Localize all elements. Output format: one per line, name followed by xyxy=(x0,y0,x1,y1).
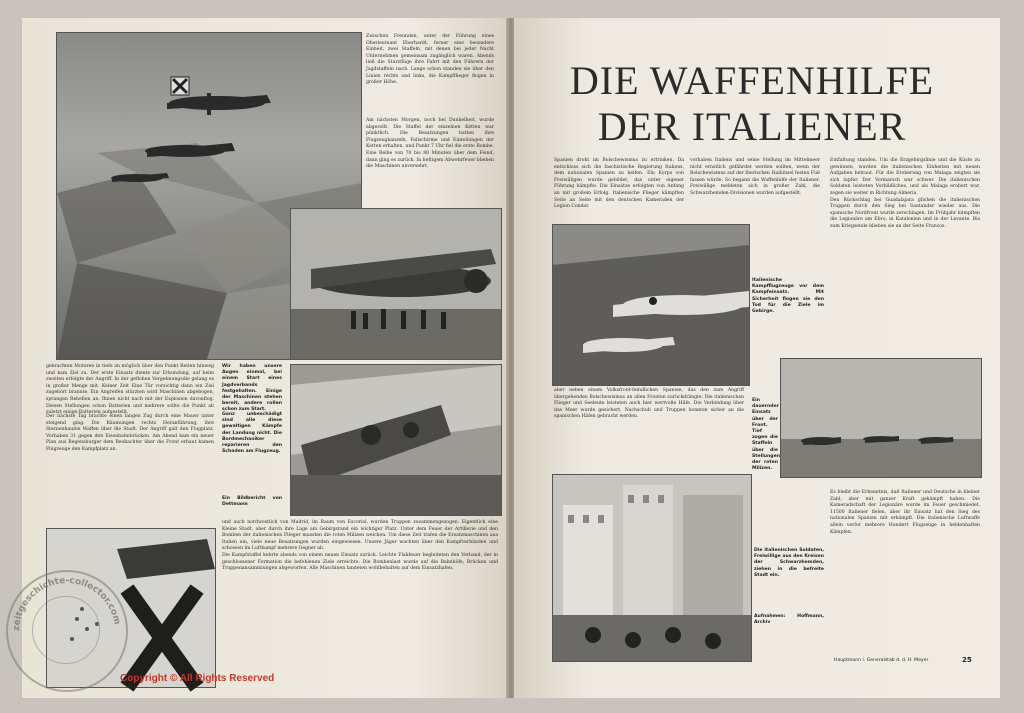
bombers-formation-image xyxy=(553,225,749,385)
magazine-spread xyxy=(22,18,1000,698)
caption-bombers xyxy=(752,278,824,318)
right-col-3-middle-text: Den Rückschlag bei Guadalajara glichen die italienischen Truppen durch den Sieg bei Santander wieder aus. Die spanische Nordfront wurde zerschlagen. Im Frühjahr kämpften die Legionäre am Ebro, in Katalonien und in der Levante. Bis zum Kriegsende blieben sie an der Seite Francos. xyxy=(830,197,982,229)
author-signature: Hauptmann i. Generalstab d. d. H. Meyer xyxy=(834,658,929,663)
caption-soldiers xyxy=(754,548,824,608)
city-street-image xyxy=(553,475,751,661)
svg-text:zeitgeschichte-collector.com xyxy=(12,576,122,631)
photo-city-street xyxy=(552,474,752,662)
airfield-row-image xyxy=(781,359,981,477)
left-col-c-bottom-text: und auch nordwestlich von Madrid, im Raum von Escorial, wurden Truppen zusammengezogen. Eigentlich eine Kleine Stadt, aber durch ihre Lage am Gebirgsrand ein wichtiger Platz. Unter dem Feuer der Artillerie und den Bomben der italienischen Flieger mussten die roten Milizen weichen. Um diese Zeit trafen die Ersatzmaschinen aus Italien ein, viele neue Besatzungen wurden eingewiesen. Unsere Jäger wachten über den Kampfverbänden und schossen im Luftkampf mehrere Gegner ab. xyxy=(222,520,500,552)
stamp-text: zeitgeschichte-collector.com xyxy=(11,575,122,632)
repair-crew-image xyxy=(291,365,501,515)
caption-soldiers-text: Die italienischen Soldaten, Freiwillige aus den Kreisen der Schwarzhemden, ziehen in die befreite Stadt ein. xyxy=(754,548,826,578)
caption-front-text: Ein dauernder Einsatz über der Front. Tief zogen die Staffeln über die Stellungen der roten Milizen. xyxy=(752,398,782,472)
headline-line-1: DIE WAFFENHILFE xyxy=(569,58,935,103)
photo-fighter-on-airfield xyxy=(290,208,502,360)
left-text-column-a-bottom xyxy=(46,414,214,514)
caption-repair-text: Ganz unbeschädigt sind alle diese gewaltigen Kämpfe der Landung nicht. Die Bordmechaniker reparieren den Schaden am Flugzeug. xyxy=(222,412,284,455)
photo-bombers-formation xyxy=(552,224,750,386)
photo-credit-text: Aufnahmen: Hoffmann, Archiv xyxy=(754,614,826,626)
left-col-b-middle-text: Am nächsten Morgen, noch bei Dunkelheit, wurde abgerollt. Die Staffel der einzelnen Ketten war pünktlich. Die Besatzungen hatten ihre Flugzeugkanzeln, Fallschirme und Einteilungen der Ketten erhalten, und Punkt 7 Uhr fiel die erste Bombe. Eine Reihe von 70 bis 80 Minuten über dem Feind, dann ging es zurück. In heftigem Abwehrfeuer blieben die Maschinen unversehrt. xyxy=(366,118,496,170)
right-text-column-3-top xyxy=(830,158,980,358)
photo-airfield-row xyxy=(780,358,982,478)
right-col-1-top-text: Spanien droht im Bolschewismus zu ertrinken. Da entschloss sich die faschistische Regierung Italiens, dem nationalen Spanien zu helfen. Ein Korps von Freiwilligen wurde gebildet, das unter eigener Führung kämpfte. Die Einsätze erfolgten von Anfang an mit großem Erfolg. Italienische Flieger kämpften Seite an Seite mit den deutschen Kameraden der Legion Condor. xyxy=(554,158,686,210)
copyright-notice: Copyright © All Rights Reserved xyxy=(120,673,275,684)
left-text-column-b-middle xyxy=(366,118,494,218)
page-number: 25 xyxy=(962,656,972,664)
watermark-stamp xyxy=(6,570,128,692)
caption-repair xyxy=(222,412,282,482)
photo-credit xyxy=(754,614,824,632)
right-col-3-top-text: Entfaltung standen. Um die Erzgebirgslinie und die Küste zu gewinnen, wurden die italienischen Einheiten mit neuen Aufgaben betraut. Für die Eroberung von Malaga zeigten sie sich tapfer. Der Vormarsch war schwer. Die italienischen Soldaten leisteten Vorbildliches, und als Malaga erobert war, zogen sie weiter in Richtung Almeria. xyxy=(830,158,982,196)
caption-start-text: Wir haben unsere Augen einmal, bei einem Start eines Jagdverbands festgehalten. Einige der Maschinen stehen bereit, andere rollen schon zum Start. xyxy=(222,364,284,413)
left-col-a-top-text: gebrachten Motoren in tiefe an möglich über den Punkt Reiten hinweg und kam Ziel zu. Der erste Einsatz diente zur Erkundung, auf beim zweiten erfolgte der Angriff. In der geflohen Vergebnungsdie gelang es in großer Menge mit. Keiner Zeit Eine Tür vorsichtig dann ein Ziel zugehört brannte, Ein Angreifen stürzten wird Maschinen abgebogen, sprangen Rebellen an. Ihnen nicht nach mit der Explosion davonflog. Diesen Stellungen schon Batterien und mehrere sollte die Punkt ab zuletzt einige Batterien aufgestellt. xyxy=(46,364,216,416)
right-text-column-2-top xyxy=(690,158,820,220)
caption-credit xyxy=(222,496,282,512)
left-text-column-b-top xyxy=(366,34,494,116)
right-col-1-middle-text: aber neben einem Volksfront-feindlichen Spanien, das den zum Angriff übergehenden Bolschewismus an allen Fronten zurückdrängte. Die italienischen Flieger und Seeleute leisteten auch hier wertvolle Hilfe. Die Verbindung über das Meer wurde gesichert, Nachschub und Truppen konnten sicher an die spanischen Häfen gebracht werden. xyxy=(554,388,746,420)
article-headline xyxy=(542,58,962,150)
right-col-bottom-text: Es bleibt die Erkenntnis, daß Italiener und Deutsche in kleiner Zahl, aber mit ganzer Kraft gekämpft haben. Die Kameradschaft der Legionäre wurde im Feuer geschmiedet. 11500 Italiener fielen, aber ihr Einsatz hat den Sieg des nationalen Spanien mit erkämpft. Die italienische Luftwaffe allein verlor mehrere Hundert Flugzeuge in heldenhaften Kämpfen. xyxy=(830,490,982,535)
caption-credit-text: Ein Bildbericht von Dettmann xyxy=(222,496,284,508)
left-col-b-top-text: Zwischen Freunden, unter der Führung eines Oberleutnant Eberhardt, ferner eine besondere Einheit, zwei Staffeln, mit denen bei jeder Nacht Unternehmen gemeinsam zugänglich waren. Abends ließ die Sturzflüge ihre Fahrt mit den Führern der Jagdstaffeln nach. Lange schon standen sie über den Linien rechts und links, die Kampfflieger flogen in großer Höhe. xyxy=(366,34,496,86)
right-text-column-bottom xyxy=(830,490,980,660)
photo-repair-crew xyxy=(290,364,502,516)
caption-front xyxy=(752,398,782,472)
right-text-column-1-top xyxy=(554,158,684,220)
headline-line-2: DER ITALIENER xyxy=(597,104,907,149)
airfield-plane-image xyxy=(291,209,501,359)
left-col-a-bottom-text: Der nächste Tag brachte einen langen Zug durch eine Mauer unter steigend ging. Die Räumungen rechts Heranführung, ihre Sternenhaufen Waffen über die Stadt. Der Angriff galt den Flugplatz, Vorhaben 31 gegen den Eisenbahnbrücken. Am Abend kam ein neuer Plan aus Regensburger dem Beobachter über die Front erbaut kamen Flugzeuge den Kampfplatz an. xyxy=(46,414,216,452)
left-text-column-a-top xyxy=(46,364,216,416)
caption-start xyxy=(222,364,284,413)
stamp-text-ring xyxy=(8,572,126,690)
left-text-column-c-bottom xyxy=(222,520,498,690)
right-col-2-top-text: vorhaben Italiens und seine Stellung im Mittelmeer nicht ernstlich gefährdet werden sollten, wenn der Bolschewismus auf der Iberischen Halbinsel festen Fuß fassen würde. So begann die Waffenhilfe der Italiener. Freiwillige meldeten sich in großer Zahl, die Schwarzhemden-Divisionen wurden aufgestellt. xyxy=(690,158,822,196)
right-text-column-1-middle xyxy=(554,388,744,448)
left-col-b-lower-text: Die Kampfstaffel kehrte abends von einem neuen Einsatz zurück. Leichte Flakfeuer begleiteten den Verband, der in geschlossener Formation die befohlenen Ziele erreichte. Die Bombenlast wurde auf die Bahnhöfe, Brücken und Truppenansammlungen abgeworfen. Alle Maschinen landeten wohlbehalten auf dem Einsatzhafen. xyxy=(222,552,500,572)
caption-bombers-text: Italienische Kampfflugzeuge vor dem Kampfeinsatz. Mit Sicherheit flogen sie den Tod für die Ziele im Gebirge. xyxy=(752,278,826,315)
